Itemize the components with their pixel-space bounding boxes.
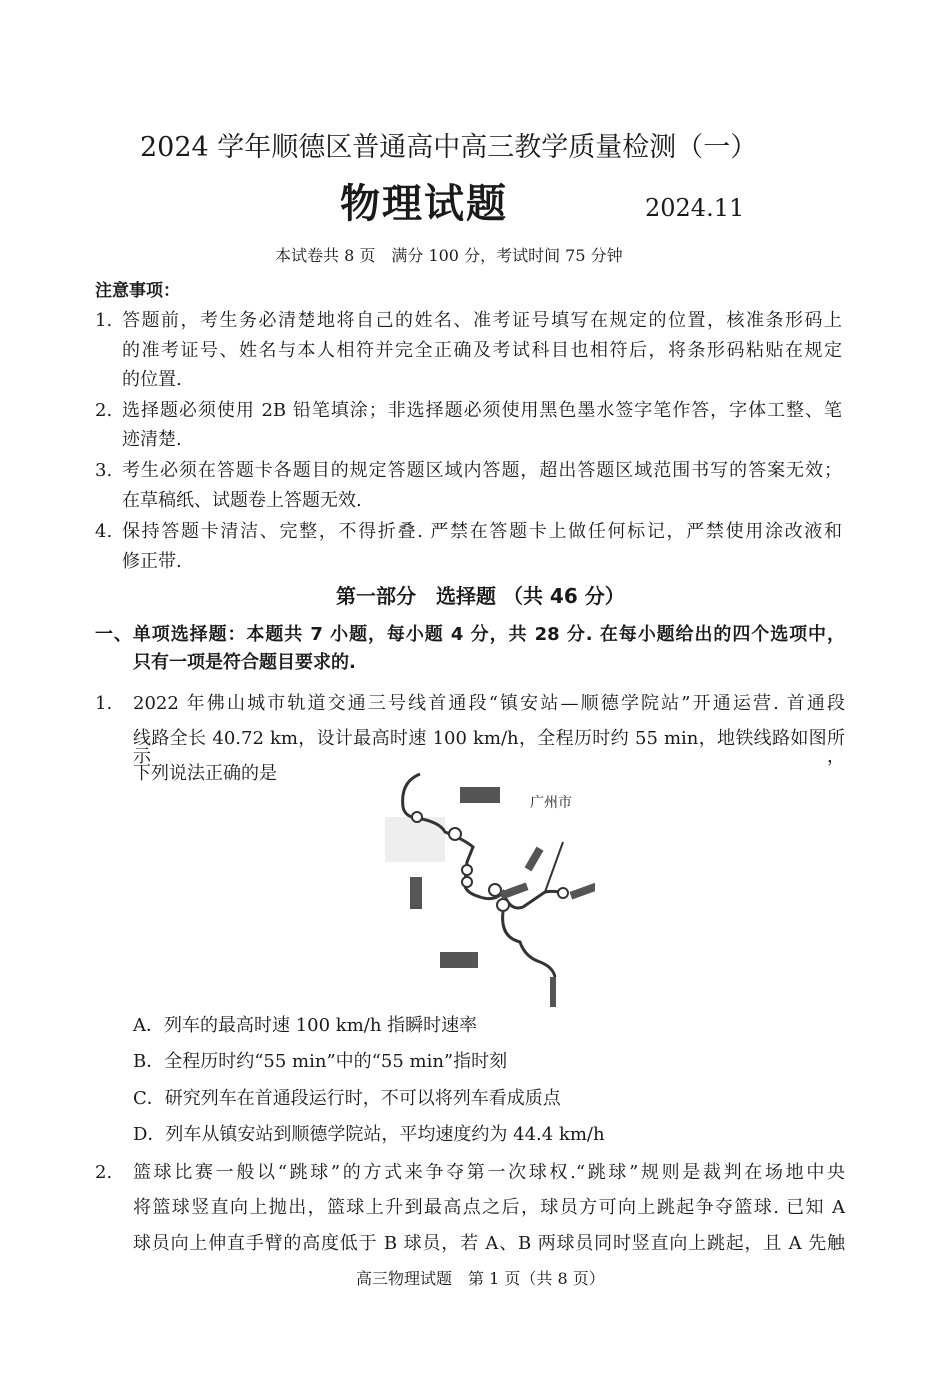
notice-num: 2.	[95, 400, 113, 421]
notice-num: 4.	[95, 521, 113, 542]
question-line: 球员向上伸直手臂的高度低于 B 球员，若 A、B 两球员同时竖直向上跳起，且 A 先触	[133, 1233, 845, 1254]
question-line: 将篮球竖直向上抛出，篮球上升到最高点之后，球员方可向上跳起争夺篮球. 已知 A	[133, 1197, 845, 1218]
question-num: 2.	[95, 1162, 113, 1183]
notice-line: 保持答题卡清洁、完整，不得折叠. 严禁在答题卡上做任何标记，严禁使用涂改液和	[122, 521, 842, 542]
map-label-guangzhou: 广州市	[530, 795, 572, 811]
notice-heading: 注意事项：	[95, 281, 180, 301]
option-b: B．全程历时约“55 min”中的“55 min”指时刻	[133, 1051, 508, 1072]
subject-title: 物理试题	[340, 180, 508, 227]
notice-line: 修正带.	[122, 551, 182, 572]
page-footer: 高三物理试题 第 1 页（共 8 页）	[356, 1269, 605, 1288]
notice-line: 迹清楚.	[122, 429, 182, 450]
question-line: 篮球比赛一般以“跳球”的方式来争夺第一次球权.“跳球”规则是裁判在场地中央	[133, 1162, 845, 1183]
question-line: 2022 年佛山城市轨道交通三号线首通段“镇安站—顺德学院站”开通运营. 首通段	[133, 693, 845, 714]
metro-branch	[545, 842, 563, 892]
option-c: C．研究列车在首通段运行时，不可以将列车看成质点	[133, 1088, 561, 1109]
exam-title: 2024 学年顺德区普通高中高三教学质量检测（一）	[140, 132, 758, 163]
option-a: A．列车的最高时速 100 km/h 指瞬时速率	[133, 1015, 478, 1036]
question-line: 下列说法正确的是	[133, 763, 277, 784]
notice-line: 选择题必须使用 2B 铅笔填涂；非选择题必须使用黑色墨水签字笔作答，字体工整、笔	[122, 400, 842, 421]
metro-route-south	[503, 912, 555, 977]
notice-line: 考生必须在答题卡各题目的规定答题区域内答题，超出答题区域范围书写的答案无效；	[122, 460, 842, 481]
metro-line-map	[385, 762, 595, 1007]
notice-line: 在草稿纸、试题卷上答题无效.	[122, 490, 362, 511]
metro-map-figure	[385, 762, 595, 1007]
notice-num: 1.	[95, 310, 113, 331]
notice-line: 的位置.	[122, 369, 182, 390]
section-title: 第一部分 选择题 （共 46 分）	[336, 584, 625, 608]
notice-line: 答题前，考生务必清楚地将自己的姓名、准考证号填写在规定的位置，核准条形码上	[122, 310, 842, 331]
question-num: 1.	[95, 693, 113, 714]
part-line: 只有一项是符合题目要求的.	[133, 652, 356, 673]
exam-info: 本试卷共 8 页 满分 100 分，考试时间 75 分钟	[275, 246, 623, 265]
part-line: 一、单项选择题：本题共 7 小题，每小题 4 分，共 28 分. 在每小题给出的四个选项中，	[95, 624, 845, 645]
question-line: 线路全长 40.72 km，设计最高时速 100 km/h，全程历时约 55 min，地铁线路如图所示，	[133, 728, 845, 767]
option-d: D．列车从镇安站到顺德学院站，平均速度约为 44.4 km/h	[133, 1124, 605, 1145]
notice-num: 3.	[95, 460, 113, 481]
exam-date: 2024.11	[645, 194, 745, 222]
notice-line: 的准考证号、姓名与本人相符并完全正确及考试科目也相符后，将条形码粘贴在规定	[122, 340, 842, 361]
